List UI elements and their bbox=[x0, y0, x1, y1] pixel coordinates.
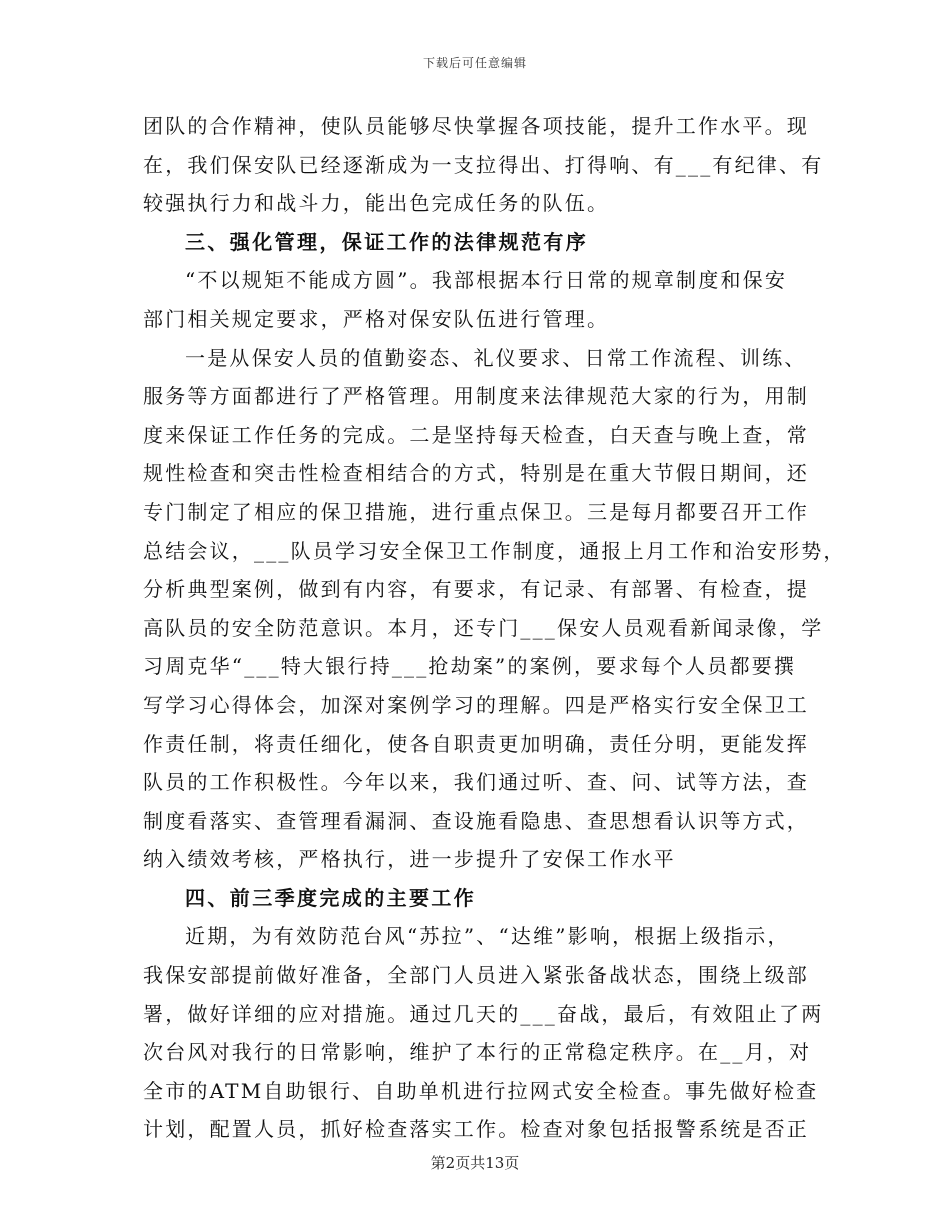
page-number: 第2页共13页 bbox=[430, 1154, 520, 1172]
paragraph-line: 规性检查和突击性检查相结合的方式，特别是在重大节假日期间，还 bbox=[143, 461, 809, 486]
paragraph-line: 近期，为有效防范台风“苏拉”、“达维”影响，根据上级指示， bbox=[185, 924, 790, 949]
paragraph-line: 度来保证工作任务的完成。二是坚持每天检查，白天查与晚上查，常 bbox=[143, 422, 809, 447]
paragraph-line: 习周克华“___特大银行持___抢劫案”的案例，要求每个人员都要撰 bbox=[143, 654, 797, 679]
paragraph-line: 计划，配置人员，抓好检查落实工作。检查对象包括报警系统是否正 bbox=[143, 1117, 809, 1142]
header-note: 下载后可任意编辑 bbox=[422, 56, 527, 70]
paragraph-line: 署，做好详细的应对措施。通过几天的___奋战，最后，有效阻止了两 bbox=[143, 1001, 824, 1026]
paragraph-line: 专门制定了相应的保卫措施，进行重点保卫。三是每月都要召开工作 bbox=[143, 499, 809, 524]
paragraph-line: 总结会议，___队员学习安全保卫工作制度，通报上月工作和治安形势， bbox=[143, 538, 846, 563]
section-heading: 三、强化管理，保证工作的法律规范有序 bbox=[185, 229, 589, 254]
paragraph-line: 高队员的安全防范意识。本月，还专门___保安人员观看新闻录像，学 bbox=[143, 615, 824, 640]
paragraph-line: “不以规矩不能成方圆”。我部根据本行日常的规章制度和保安 bbox=[185, 268, 788, 293]
paragraph-line: 部门相关规定要求，严格对保安队伍进行管理。 bbox=[143, 306, 610, 331]
paragraph-line: 团队的合作精神，使队员能够尽快掌握各项技能，提升工作水平。现 bbox=[143, 114, 809, 138]
paragraph-line: 一是从保安人员的值勤姿态、礼仪要求、日常工作流程、训练、 bbox=[185, 345, 807, 370]
paragraph-line: 纳入绩效考核，严格执行，进一步提升了安保工作水平 bbox=[143, 847, 676, 872]
paragraph-line: 较强执行力和战斗力，能出色完成任务的队伍。 bbox=[143, 191, 610, 216]
paragraph-line: 全市的ATM自助银行、自助单机进行拉网式安全检查。事先做好检查 bbox=[143, 1078, 819, 1103]
paragraph-line: 作责任制，将责任细化，使各自职责更加明确，责任分明，更能发挥 bbox=[143, 731, 809, 756]
paragraph-line: 分析典型案例，做到有内容，有要求，有记录、有部署、有检查，提 bbox=[143, 577, 809, 602]
paragraph-line: 队员的工作积极性。今年以来，我们通过听、查、问、试等方法，查 bbox=[143, 770, 809, 795]
paragraph-line: 我保安部提前做好准备，全部门人员进入紧张备战状态，围绕上级部 bbox=[143, 963, 809, 988]
document-body bbox=[143, 107, 846, 1149]
paragraph-line: 写学习心得体会，加深对案例学习的理解。四是严格实行安全保卫工 bbox=[143, 692, 809, 717]
paragraph-line: 次台风对我行的日常影响，维护了本行的正常稳定秩序。在__月，对 bbox=[143, 1040, 812, 1065]
paragraph-line: 制度看落实、查管理看漏洞、查设施看隐患、查思想看认识等方式， bbox=[143, 808, 809, 833]
paragraph-line: 服务等方面都进行了严格管理。用制度来法律规范大家的行为，用制 bbox=[143, 384, 809, 409]
section-heading: 四、前三季度完成的主要工作 bbox=[185, 885, 477, 910]
paragraph-line: 在，我们保安队已经逐渐成为一支拉得出、打得响、有___有纪律、有 bbox=[143, 152, 824, 177]
